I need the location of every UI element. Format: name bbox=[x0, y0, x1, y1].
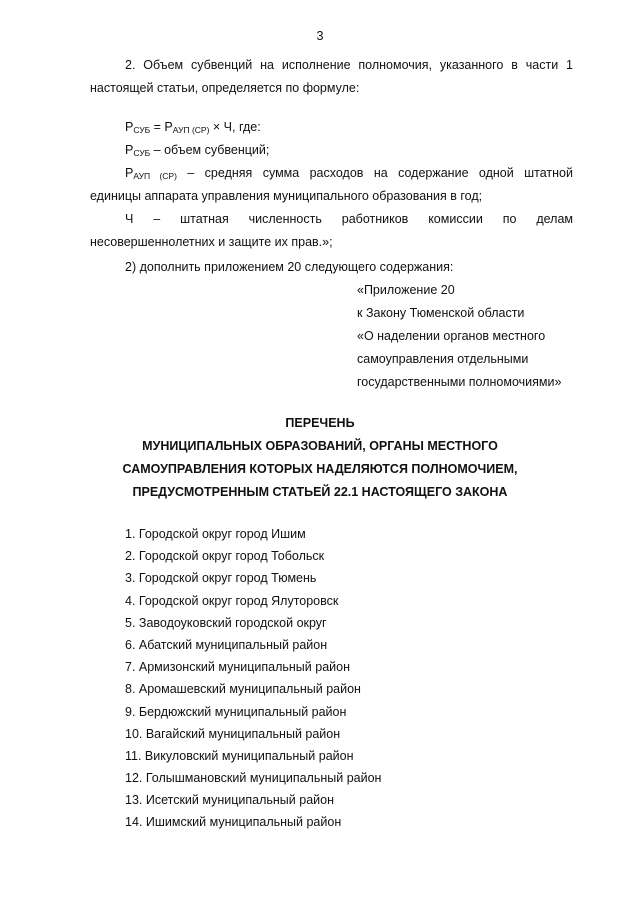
heading-line: ПЕРЕЧЕНЬ bbox=[285, 416, 355, 430]
heading-line: ПРЕДУСМОТРЕННЫМ СТАТЬЕЙ 22.1 НАСТОЯЩЕГО ЗАКОНА bbox=[132, 485, 508, 499]
list-item: 11. Викуловский муниципальный район bbox=[125, 748, 354, 763]
definition-ch-line-1 bbox=[125, 212, 573, 226]
list-item: 8. Аромашевский муниципальный район bbox=[125, 682, 361, 697]
definition-ch-word: комиссии bbox=[428, 212, 483, 226]
definition-ch-word: – bbox=[153, 212, 161, 226]
annex-line: к Закону Тюменской области bbox=[357, 306, 525, 320]
formula-eq: = Р bbox=[150, 120, 173, 134]
list-item: 9. Бердюжский муниципальный район bbox=[125, 704, 347, 719]
list-item: 7. Армизонский муниципальный район bbox=[125, 660, 350, 675]
list-item: 6. Абатский муниципальный район bbox=[125, 637, 328, 652]
paragraph-2: 2) дополнить приложением 20 следующего содержания: bbox=[125, 260, 454, 274]
list-item: 10. Вагайский муниципальный район bbox=[125, 726, 341, 741]
heading-line: САМОУПРАВЛЕНИЯ КОТОРЫХ НАДЕЛЯЮТСЯ ПОЛНОМОЧИЕМ, bbox=[122, 462, 518, 476]
definition-paup-line-1 bbox=[125, 166, 573, 180]
definition-paup-symbol: Р bbox=[125, 166, 134, 180]
list-item: 3. Городской округ город Тюмень bbox=[125, 571, 317, 586]
annex-line: «Приложение 20 bbox=[357, 283, 455, 297]
formula-p-subscript: СУБ bbox=[133, 125, 151, 135]
formula-p2-subscript: АУП (СР) bbox=[172, 125, 210, 135]
definition-ch-word: работников bbox=[341, 212, 409, 226]
municipality-list bbox=[125, 523, 381, 834]
definition-psub-text: – объем субвенций; bbox=[150, 143, 270, 157]
annex-line: «О наделении органов местного bbox=[357, 329, 546, 343]
formula bbox=[125, 120, 261, 134]
formula-rest: × Ч, где: bbox=[209, 120, 261, 134]
annex-line: самоуправления отдельными bbox=[357, 352, 529, 366]
definition-ch-word: Ч bbox=[125, 212, 134, 226]
annex-line: государственными полномочиями» bbox=[357, 375, 562, 389]
list-item: 1. Городской округ город Ишим bbox=[125, 527, 306, 541]
definition-paup-line-2: единицы аппарата управления муниципального образования в год; bbox=[90, 189, 483, 203]
definition-ch-word: численность bbox=[248, 212, 322, 226]
definition-psub-symbol: Р bbox=[125, 143, 134, 157]
definition-ch-line-2: несовершеннолетних и защите их прав.»; bbox=[90, 235, 333, 249]
list-item: 5. Заводоуковский городской округ bbox=[125, 615, 327, 630]
list-item: 4. Городской округ город Ялуторовск bbox=[125, 593, 339, 608]
list-item: 2. Городской округ город Тобольск bbox=[125, 549, 325, 564]
definition-ch-word: по bbox=[502, 212, 517, 226]
heading-line: МУНИЦИПАЛЬНЫХ ОБРАЗОВАНИЙ, ОРГАНЫ МЕСТНОГО bbox=[142, 439, 498, 453]
definition-psub bbox=[125, 143, 269, 157]
formula-p: Р bbox=[125, 120, 134, 134]
definition-ch-word: делам bbox=[536, 212, 573, 226]
list-item: 13. Исетский муниципальный район bbox=[125, 793, 334, 808]
definition-ch-word: штатная bbox=[180, 212, 229, 226]
list-item: 12. Голышмановский муниципальный район bbox=[125, 771, 382, 786]
definition-paup-text: – средняя сумма расходов на содержание одной штатной bbox=[187, 166, 573, 180]
paragraph-1-line-2: настоящей статьи, определяется по формуле: bbox=[90, 81, 360, 95]
definition-paup-subscript: АУП (СР) bbox=[133, 171, 177, 181]
list-item: 14. Ишимский муниципальный район bbox=[125, 815, 342, 830]
definition-psub-subscript: СУБ bbox=[133, 148, 151, 158]
page-number: 3 bbox=[316, 29, 324, 43]
paragraph-1-line-1: 2. Объем субвенций на исполнение полномочия, указанного в части 1 bbox=[125, 58, 573, 72]
